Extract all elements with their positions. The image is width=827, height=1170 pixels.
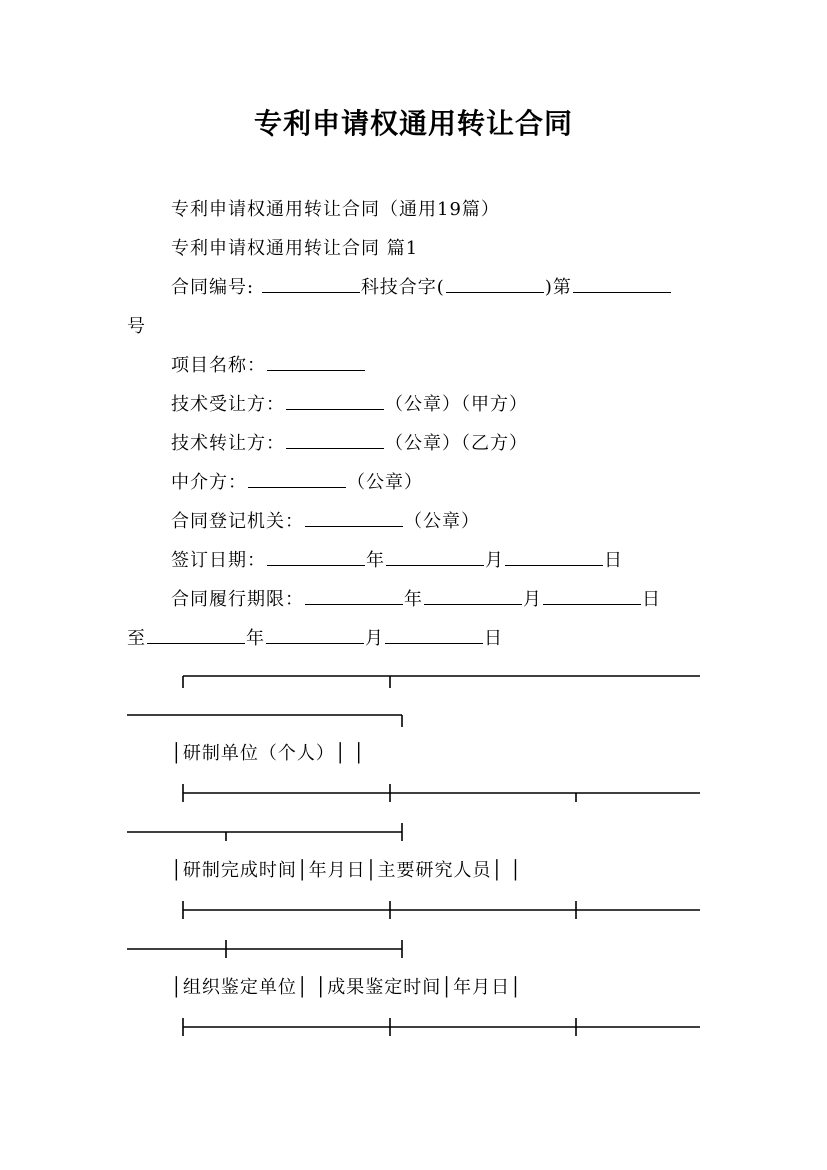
day-label: 日: [484, 628, 503, 649]
day-label: 日: [604, 550, 623, 571]
to-label: 至: [127, 628, 146, 649]
project-name-label: 项目名称：: [171, 355, 266, 376]
registry-label: 合同登记机关：: [171, 511, 304, 532]
intermediary-suffix: （公章）: [347, 472, 423, 493]
year-label: 年: [246, 628, 265, 649]
tech-receiver-label: 技术受让方：: [171, 394, 285, 415]
contract-number-label: 合同编号:: [171, 277, 255, 298]
document-title: 专利申请权通用转让合同: [253, 107, 573, 140]
year-label: 年: [404, 589, 423, 610]
month-label: 月: [365, 628, 384, 649]
contract-number-mid: 科技合字(: [360, 277, 445, 298]
tech-transferor-suffix: （公章）（乙方）: [385, 433, 528, 454]
tech-transferor-label: 技术转让方：: [171, 433, 285, 454]
contract-number-end: 号: [127, 316, 146, 337]
month-label: 月: [523, 589, 542, 610]
month-label: 月: [485, 550, 504, 571]
day-label: 日: [642, 589, 661, 610]
sign-date-label: 签订日期：: [171, 550, 266, 571]
term-label: 合同履行期限：: [171, 589, 304, 610]
contract-number-mid2: )第: [544, 277, 572, 298]
registry-suffix: （公章）: [404, 511, 480, 532]
year-label: 年: [366, 550, 385, 571]
table-row: │研制单位（个人）│ │: [171, 743, 366, 764]
document-subtitle: 专利申请权通用转让合同（通用19篇）: [171, 199, 500, 220]
intermediary-label: 中介方：: [171, 472, 247, 493]
table-row: │组织鉴定单位│ │成果鉴定时间│年月日│: [171, 977, 522, 998]
tech-receiver-suffix: （公章）（甲方）: [385, 394, 528, 415]
table-row: │研制完成时间│年月日│主要研究人员│ │: [171, 860, 522, 881]
chapter-heading: 专利申请权通用转让合同 篇1: [171, 238, 419, 259]
